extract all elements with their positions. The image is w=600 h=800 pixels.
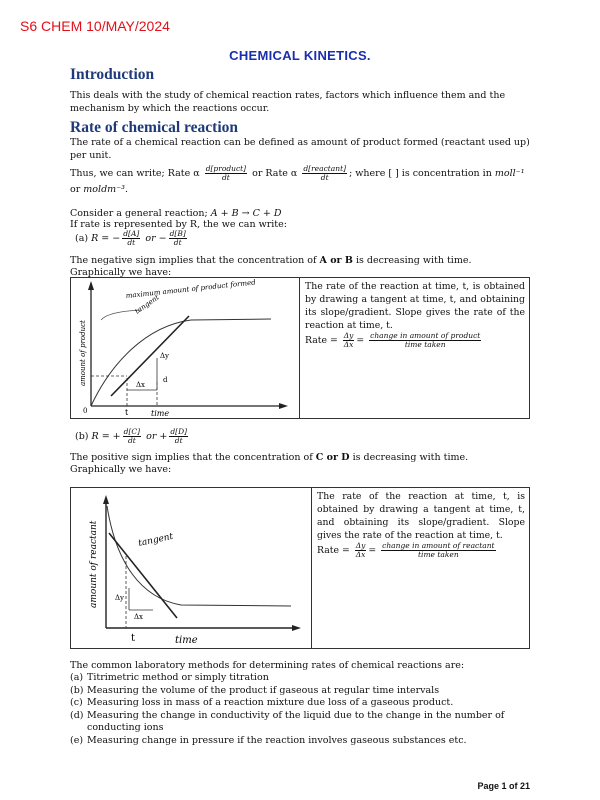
section-heading-introduction: Introduction [70,66,155,83]
rate-proportionality [70,165,530,197]
reactant-sketch [71,488,311,648]
box1-explanation: The rate of the reaction at time, t, is obtained by drawing a tangent at time, t, and obtaining its slope/gradient. Slope gives the rate of the reaction at time, t. [305,281,525,331]
fraction-product: $\frac{\text{d[product]}}{dt}$ [205,164,247,182]
methods-list [70,672,530,747]
equation-b-lhs: R = + [91,431,121,442]
positive-bold: C or D [315,452,350,463]
box2-equals: = [368,545,377,556]
list-item-label: (a) [70,672,84,683]
negative-bold: A or B [319,255,353,266]
methods-intro: The common laboratory methods for determining rates of chemical reactions are: [70,660,465,671]
list-item-label: (c) [70,697,83,708]
list-item-text: Titrimetric method or simply titration [87,672,269,683]
sketch2-dx-label: Δx [134,613,144,621]
sketch1-d-label: d [163,376,168,384]
equation-a-label: (a) [75,233,89,244]
thus-text: Thus, we can write; Rate α [70,168,200,179]
list-item-label: (d) [70,709,84,721]
equation-b [75,428,535,445]
list-item [70,710,530,735]
box2-divider [311,488,312,648]
sketch2-tangent-label: tangent [137,531,175,549]
sketch1-xlabel: time [151,409,170,418]
list-item-label: (b) [70,684,84,696]
fraction-reactant: $\frac{\text{d[reactant]}}{dt}$ [303,164,347,182]
sketch1-t-label: t [125,408,129,417]
equation-a-or: or − [145,233,167,244]
box2-word-fraction: $\frac{\text{change in amount of reactant}}{\text{time taken}}$ [382,541,495,559]
box2-dy-dx: $\frac{\Delta y}{\Delta x}$ [355,541,366,559]
equation-a [75,230,535,247]
or-text: or Rate α [252,168,298,179]
box1-equals: = [356,335,365,346]
equation-b-or: or + [146,431,168,442]
product-sketch [71,278,299,418]
list-item-text: Measuring the change in conductivity of the liquid due to the change in the number of conducting ions [87,709,505,733]
fraction-dA: $\frac{d[A]}{dt}$ [123,229,140,247]
list-item [70,697,530,710]
if-rate-line: If rate is represented by R, the we can write: [70,219,287,230]
list-item-text: Measuring loss in mass of a reaction mixture due loss of a gaseous product. [87,697,454,708]
product-graph-box [70,277,530,419]
page-number: Page 1 of 21 [477,781,530,791]
fraction-dB: $\frac{d[B]}{dt}$ [169,229,186,247]
sketch1-dy-label: Δy [160,352,170,360]
list-item [70,685,530,698]
fraction-dC: $\frac{d[C]}{dt}$ [123,427,141,445]
positive-pre: The positive sign implies that the concentration of [70,452,313,463]
graph1-intro: Graphically we have: [70,267,172,278]
document-header: S6 CHEM 10/MAY/2024 [20,18,170,34]
concentration-text: ; where [ ] is concentration in [349,168,492,179]
sketch1-origin: 0 [83,407,88,415]
list-item-label: (e) [70,734,84,746]
box1-rate-formula [305,332,525,349]
consider-text: Consider a general reaction; [70,208,208,219]
box1-divider [299,278,300,418]
box1-rate-label: Rate = [305,335,338,346]
sketch1-dx-label: Δx [136,381,146,389]
sketch2-ylabel: amount of reactant [89,520,99,608]
box2-rate-formula [317,542,525,559]
unit-moldm: moldm⁻³. [83,184,128,195]
unit-or: or [70,184,81,195]
sketch1-ylabel: amount of product [79,320,87,386]
list-item-text: Measuring the volume of the product if gaseous at regular time intervals [87,684,440,696]
section-heading-rate: Rate of chemical reaction [70,119,239,136]
sketch2-t-label: t [131,633,136,644]
page-title: CHEMICAL KINETICS. [229,48,371,63]
list-item [70,672,530,685]
sketch2-dy-label: Δy [115,594,125,602]
fraction-dD: $\frac{d[D]}{dt}$ [170,427,188,445]
box1-word-fraction: $\frac{\text{change in amount of product}}{\text{time taken}}$ [370,331,481,349]
list-item [70,735,530,748]
unit-moll: moll⁻¹ [494,168,525,179]
negative-post: is decreasing with time. [355,255,472,266]
equation-a-lhs: R = − [91,233,121,244]
reactant-graph-box [70,487,530,649]
equation-b-label: (b) [75,431,89,442]
graph2-intro: Graphically we have: [70,464,172,475]
box1-dy-dx: $\frac{\Delta y}{\Delta x}$ [343,331,354,349]
list-item-text: Measuring change in pressure if the reaction involves gaseous substances etc. [87,734,467,746]
sketch1-curve-label: maximum amount of product formed [125,278,257,300]
negative-pre: The negative sign implies that the concentration of [70,255,317,266]
intro-paragraph: This deals with the study of chemical reaction rates, factors which influence them and the mechanism by which the reactions occur. [70,90,506,114]
rate-definition: The rate of a chemical reaction can be defined as amount of product formed (reactant used up) per unit. [70,137,530,161]
box2-rate-label: Rate = [317,545,350,556]
sketch1-tangent-label: tangent [133,293,161,316]
sketch2-xlabel: time [175,635,198,646]
box2-explanation: The rate of the reaction at time, t, is obtained by drawing a tangent at time, t, and obtaining its slope/gradient. Slope gives the rate of the reaction at time, t. [317,491,525,541]
positive-post: is decreasing with time. [352,452,469,463]
reaction-equation: A + B → C + D [210,208,282,219]
